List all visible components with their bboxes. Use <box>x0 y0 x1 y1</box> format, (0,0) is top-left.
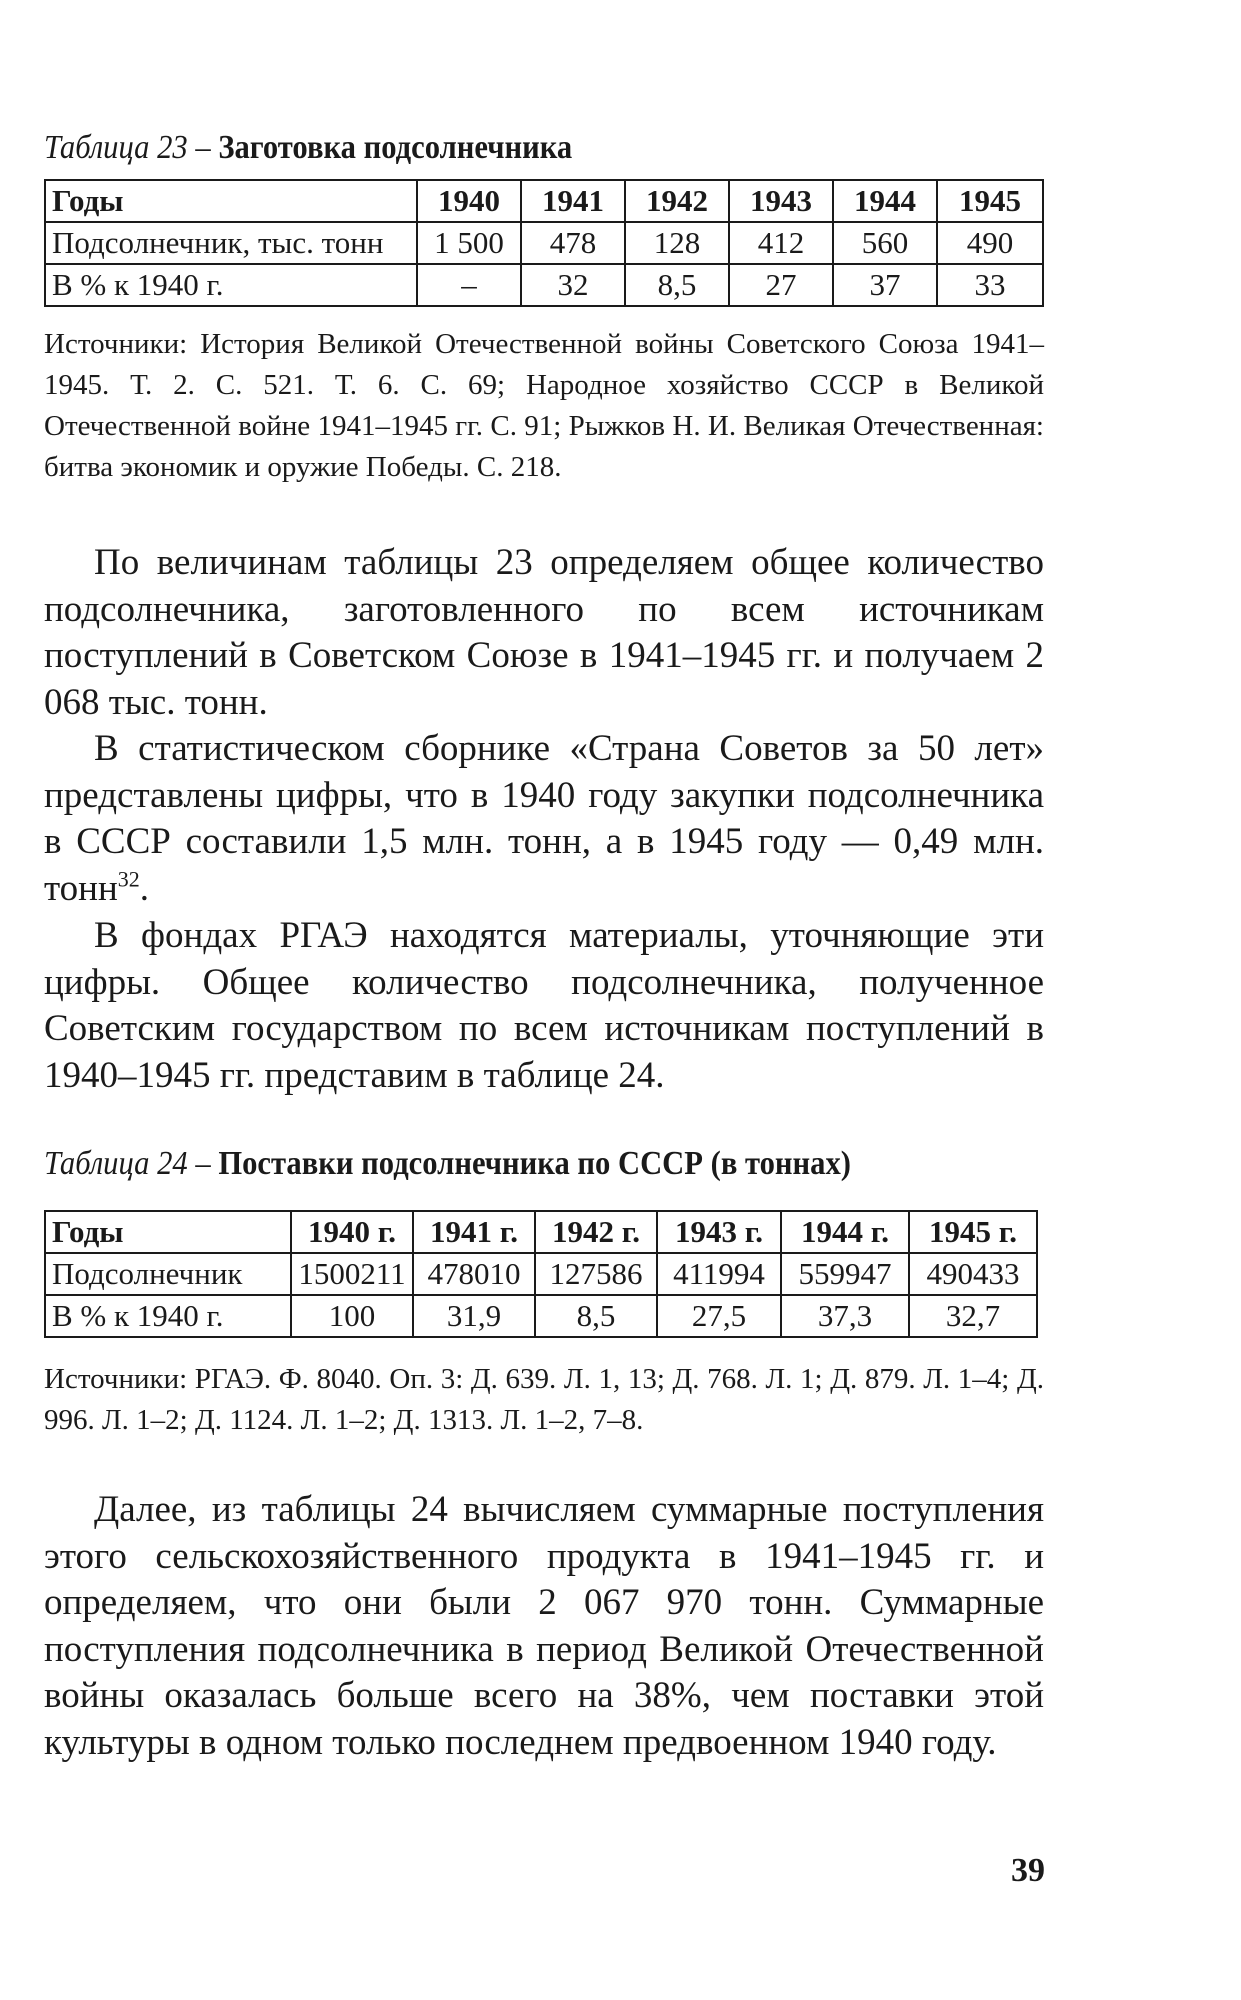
table-23 <box>44 179 1044 307</box>
table-cell: 559947 <box>781 1253 909 1295</box>
table-24-header-cell: 1940 г. <box>291 1211 413 1253</box>
table-23-header-cell: 1941 <box>521 180 625 222</box>
table-cell: 27 <box>729 264 833 306</box>
table-23-header-cell: 1942 <box>625 180 729 222</box>
table-23-title: Заготовка подсолнечника <box>218 129 573 166</box>
table-23-header-cell: 1944 <box>833 180 937 222</box>
table-cell: 1500211 <box>291 1253 413 1295</box>
paragraph-text: Далее, из таблицы 24 вычисляем суммарные поступления этого сельскохозяйственного продукта в 1941–1945 гг. и определяем, что они были 2 067 970 тонн. Суммарные поступления подсолнечника в период Великой Отечественной войны оказалась больше всего на 38%, чем поставки этой культуры в одном только последнем предвоенном 1940 году. <box>44 1489 1044 1763</box>
table-row <box>45 1253 1037 1295</box>
table-24-sources: Источники: РГАЭ. Ф. 8040. Оп. 3: Д. 639. Л. 1, 13; Д. 768. Л. 1; Д. 879. Л. 1–4; Д. 996. Л. 1–2; Д. 1124. Л. 1–2; Д. 1313. Л. 1–2, 7–8. <box>44 1363 1044 1436</box>
paragraph <box>44 540 1044 726</box>
table-cell: 128 <box>625 222 729 264</box>
table-row <box>45 264 1043 306</box>
table-cell: 33 <box>937 264 1043 306</box>
table-24-header-row <box>45 1211 1037 1253</box>
table-23-header-row <box>45 180 1043 222</box>
page-number: 39 <box>1011 1852 1045 1889</box>
table-cell: В % к 1940 г. <box>45 1295 291 1337</box>
paragraph-text: В фондах РГАЭ находятся материалы, уточняющие эти цифры. Общее количество подсолнечника, полученное Советским государством по всем источникам поступлений в 1940–1945 гг. представим в таблице 24. <box>44 915 1044 1096</box>
table-cell: 411994 <box>657 1253 781 1295</box>
table-cell: 412 <box>729 222 833 264</box>
table-24 <box>44 1210 1038 1338</box>
table-cell: 32 <box>521 264 625 306</box>
table-cell: 27,5 <box>657 1295 781 1337</box>
table-cell: – <box>417 264 521 306</box>
table-24-header-cell: 1942 г. <box>535 1211 657 1253</box>
table-23-sources: Источники: История Великой Отечественной войны Советского Союза 1941–1945. Т. 2. С. 521. Т. 6. С. 69; Народное хозяйство СССР в Великой Отечественной войне 1941–1945 гг. С. 91; Рыжков Н. И. Великая Отечественная: битва экономик и оружие Победы. С. 218. <box>44 328 1044 483</box>
paragraph <box>44 913 1044 1099</box>
table-23-header-cell: Годы <box>45 180 417 222</box>
table-cell: 560 <box>833 222 937 264</box>
table-cell: 37,3 <box>781 1295 909 1337</box>
table-24-header-cell: 1944 г. <box>781 1211 909 1253</box>
table-cell: 8,5 <box>535 1295 657 1337</box>
table-24-header-cell: 1943 г. <box>657 1211 781 1253</box>
table-cell: 100 <box>291 1295 413 1337</box>
table-cell: 478010 <box>413 1253 535 1295</box>
table-24-caption <box>44 1144 944 1184</box>
table-cell: 32,7 <box>909 1295 1037 1337</box>
table-24-label: Таблица 24 – <box>44 1145 211 1182</box>
table-row <box>45 1295 1037 1337</box>
paragraph-text: По величинам таблицы 23 определяем общее количество подсолнечника, заготовленного по всем источникам поступлений в Советском Союзе в 1941–1945 гг. и получаем 2 068 тыс. тонн. <box>44 542 1044 723</box>
table-23-header-cell: 1940 <box>417 180 521 222</box>
table-cell: 8,5 <box>625 264 729 306</box>
table-24-header-cell: 1945 г. <box>909 1211 1037 1253</box>
table-cell: Подсолнечник <box>45 1253 291 1295</box>
table-cell: Подсолнечник, тыс. тонн <box>45 222 417 264</box>
footnote-ref: 32 <box>117 866 140 892</box>
table-cell: В % к 1940 г. <box>45 264 417 306</box>
table-23-caption <box>44 128 944 168</box>
table-row <box>45 222 1043 264</box>
table-24-title: Поставки подсолнечника по СССР (в тоннах) <box>218 1145 851 1182</box>
table-23-label: Таблица 23 – <box>44 129 211 166</box>
table-cell: 490 <box>937 222 1043 264</box>
paragraph <box>44 726 1044 912</box>
table-cell: 127586 <box>535 1253 657 1295</box>
table-cell: 478 <box>521 222 625 264</box>
paragraph-text: . <box>139 867 150 909</box>
table-23-header-cell: 1943 <box>729 180 833 222</box>
table-cell: 31,9 <box>413 1295 535 1337</box>
table-23-header-cell: 1945 <box>937 180 1043 222</box>
table-cell: 490433 <box>909 1253 1037 1295</box>
table-cell: 37 <box>833 264 937 306</box>
paragraph-text: В статистическом сборнике «Страна Советов за 50 лет» представлены цифры, что в 1940 году закупки подсолнечника в СССР составили 1,5 млн. тонн, а в 1945 году — 0,49 млн. тонн <box>44 728 1044 909</box>
table-24-header-cell: 1941 г. <box>413 1211 535 1253</box>
paragraph <box>44 1487 1044 1766</box>
table-24-header-cell: Годы <box>45 1211 291 1253</box>
table-cell: 1 500 <box>417 222 521 264</box>
